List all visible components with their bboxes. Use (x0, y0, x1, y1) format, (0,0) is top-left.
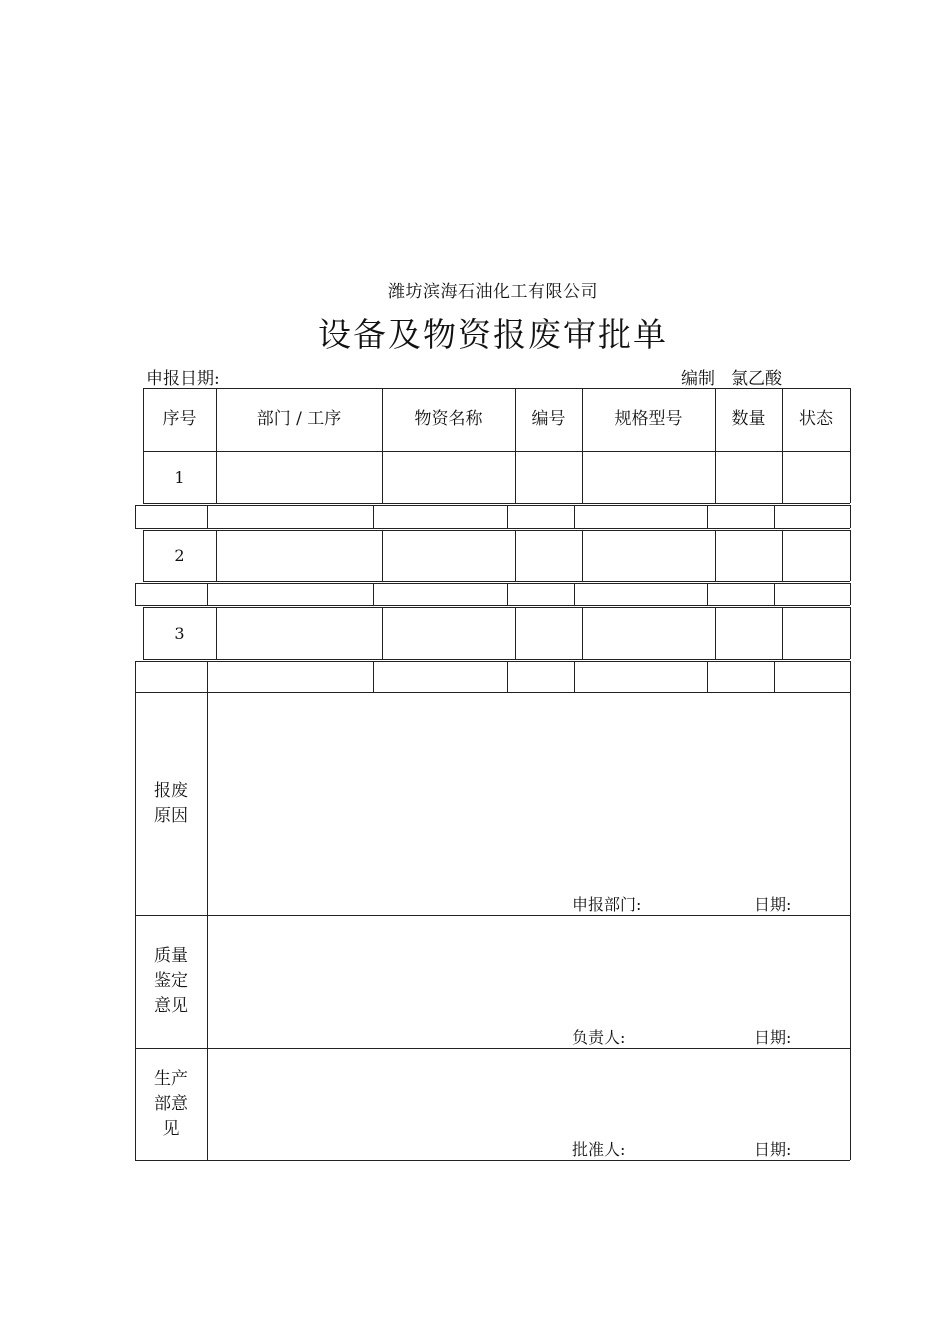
col-header-spec-model: 规格型号 (614, 409, 683, 429)
grid-line (143, 530, 850, 531)
col-header-status: 状态 (799, 409, 833, 429)
label-line: 意见 (154, 996, 188, 1016)
quality-section-label (135, 915, 207, 1048)
grid-line (850, 530, 851, 581)
grid-line (707, 505, 708, 528)
col-header-index: 序号 (162, 409, 197, 429)
label-line: 报废 (154, 780, 188, 801)
grid-line (507, 583, 508, 605)
approver-label: 批准人: (572, 1140, 626, 1159)
quality-date-label: 日期: (754, 1028, 792, 1047)
grid-line (207, 583, 208, 605)
label-line: 原因 (154, 805, 188, 826)
col-header-material-name: 物资名称 (414, 409, 483, 429)
grid-line (135, 692, 850, 693)
grid-line (574, 661, 575, 692)
col-header-department: 部门 / 工序 (256, 409, 342, 429)
table-row-index: 3 (174, 623, 185, 643)
grid-line (135, 583, 136, 605)
grid-line (707, 661, 708, 692)
grid-line (382, 607, 383, 659)
grid-line (782, 530, 783, 581)
grid-line (135, 605, 850, 606)
grid-line (135, 505, 136, 528)
grid-line (143, 503, 850, 504)
col-header-quantity: 数量 (731, 409, 766, 429)
label-line: 鉴定 (154, 971, 188, 991)
grid-line (515, 530, 516, 581)
grid-line (850, 505, 851, 528)
declaring-dept-label: 申报部门: (572, 895, 642, 914)
grid-line (207, 661, 208, 692)
grid-line (850, 388, 851, 503)
grid-line (373, 661, 374, 692)
compiler-value: 氯乙酸 (731, 369, 782, 389)
grid-line (574, 505, 575, 528)
grid-line (715, 607, 716, 659)
label-line: 质量 (154, 946, 188, 966)
table-row-index: 2 (174, 546, 185, 565)
production-section-label (135, 1048, 207, 1160)
grid-line (135, 915, 850, 916)
grid-line (382, 530, 383, 581)
grid-line (582, 530, 583, 581)
grid-line (143, 451, 850, 452)
grid-line (135, 528, 850, 529)
grid-line (850, 583, 851, 605)
grid-line (135, 1048, 850, 1049)
grid-line (507, 505, 508, 528)
grid-line (373, 583, 374, 605)
grid-line (207, 692, 208, 1160)
form-title: 设备及物资报废审批单 (318, 315, 668, 354)
grid-line (143, 659, 850, 660)
grid-line (774, 661, 775, 692)
col-header-code: 编号 (531, 409, 566, 429)
production-date-label: 日期: (754, 1140, 792, 1159)
reason-section-label (135, 692, 207, 915)
grid-line (216, 607, 217, 659)
responsible-person-label: 负责人: (572, 1028, 626, 1047)
compiler-label: 编制 (681, 369, 715, 389)
grid-line (850, 692, 851, 1160)
grid-line (143, 581, 850, 582)
grid-line (216, 530, 217, 581)
report-date-label: 申报日期: (146, 369, 220, 389)
grid-line (774, 583, 775, 605)
label-line: 部意 (154, 1093, 188, 1114)
grid-line (782, 607, 783, 659)
grid-line (507, 661, 508, 692)
grid-line (850, 661, 851, 692)
grid-line (135, 505, 850, 506)
reason-date-label: 日期: (754, 895, 792, 914)
label-line: 生产 (154, 1068, 188, 1089)
label-line: 见 (162, 1118, 180, 1139)
grid-line (135, 583, 850, 584)
grid-line (774, 505, 775, 528)
grid-line (574, 583, 575, 605)
grid-line (515, 607, 516, 659)
grid-line (143, 607, 850, 608)
grid-line (135, 661, 850, 662)
grid-line (582, 607, 583, 659)
grid-line (135, 661, 136, 692)
grid-line (707, 583, 708, 605)
grid-line (715, 530, 716, 581)
grid-line (850, 607, 851, 659)
grid-line (135, 1160, 850, 1161)
company-name: 潍坊滨海石油化工有限公司 (388, 282, 598, 302)
table-row-index: 1 (174, 467, 185, 487)
grid-line (207, 505, 208, 528)
compiler-info (681, 364, 782, 389)
grid-line (373, 505, 374, 528)
